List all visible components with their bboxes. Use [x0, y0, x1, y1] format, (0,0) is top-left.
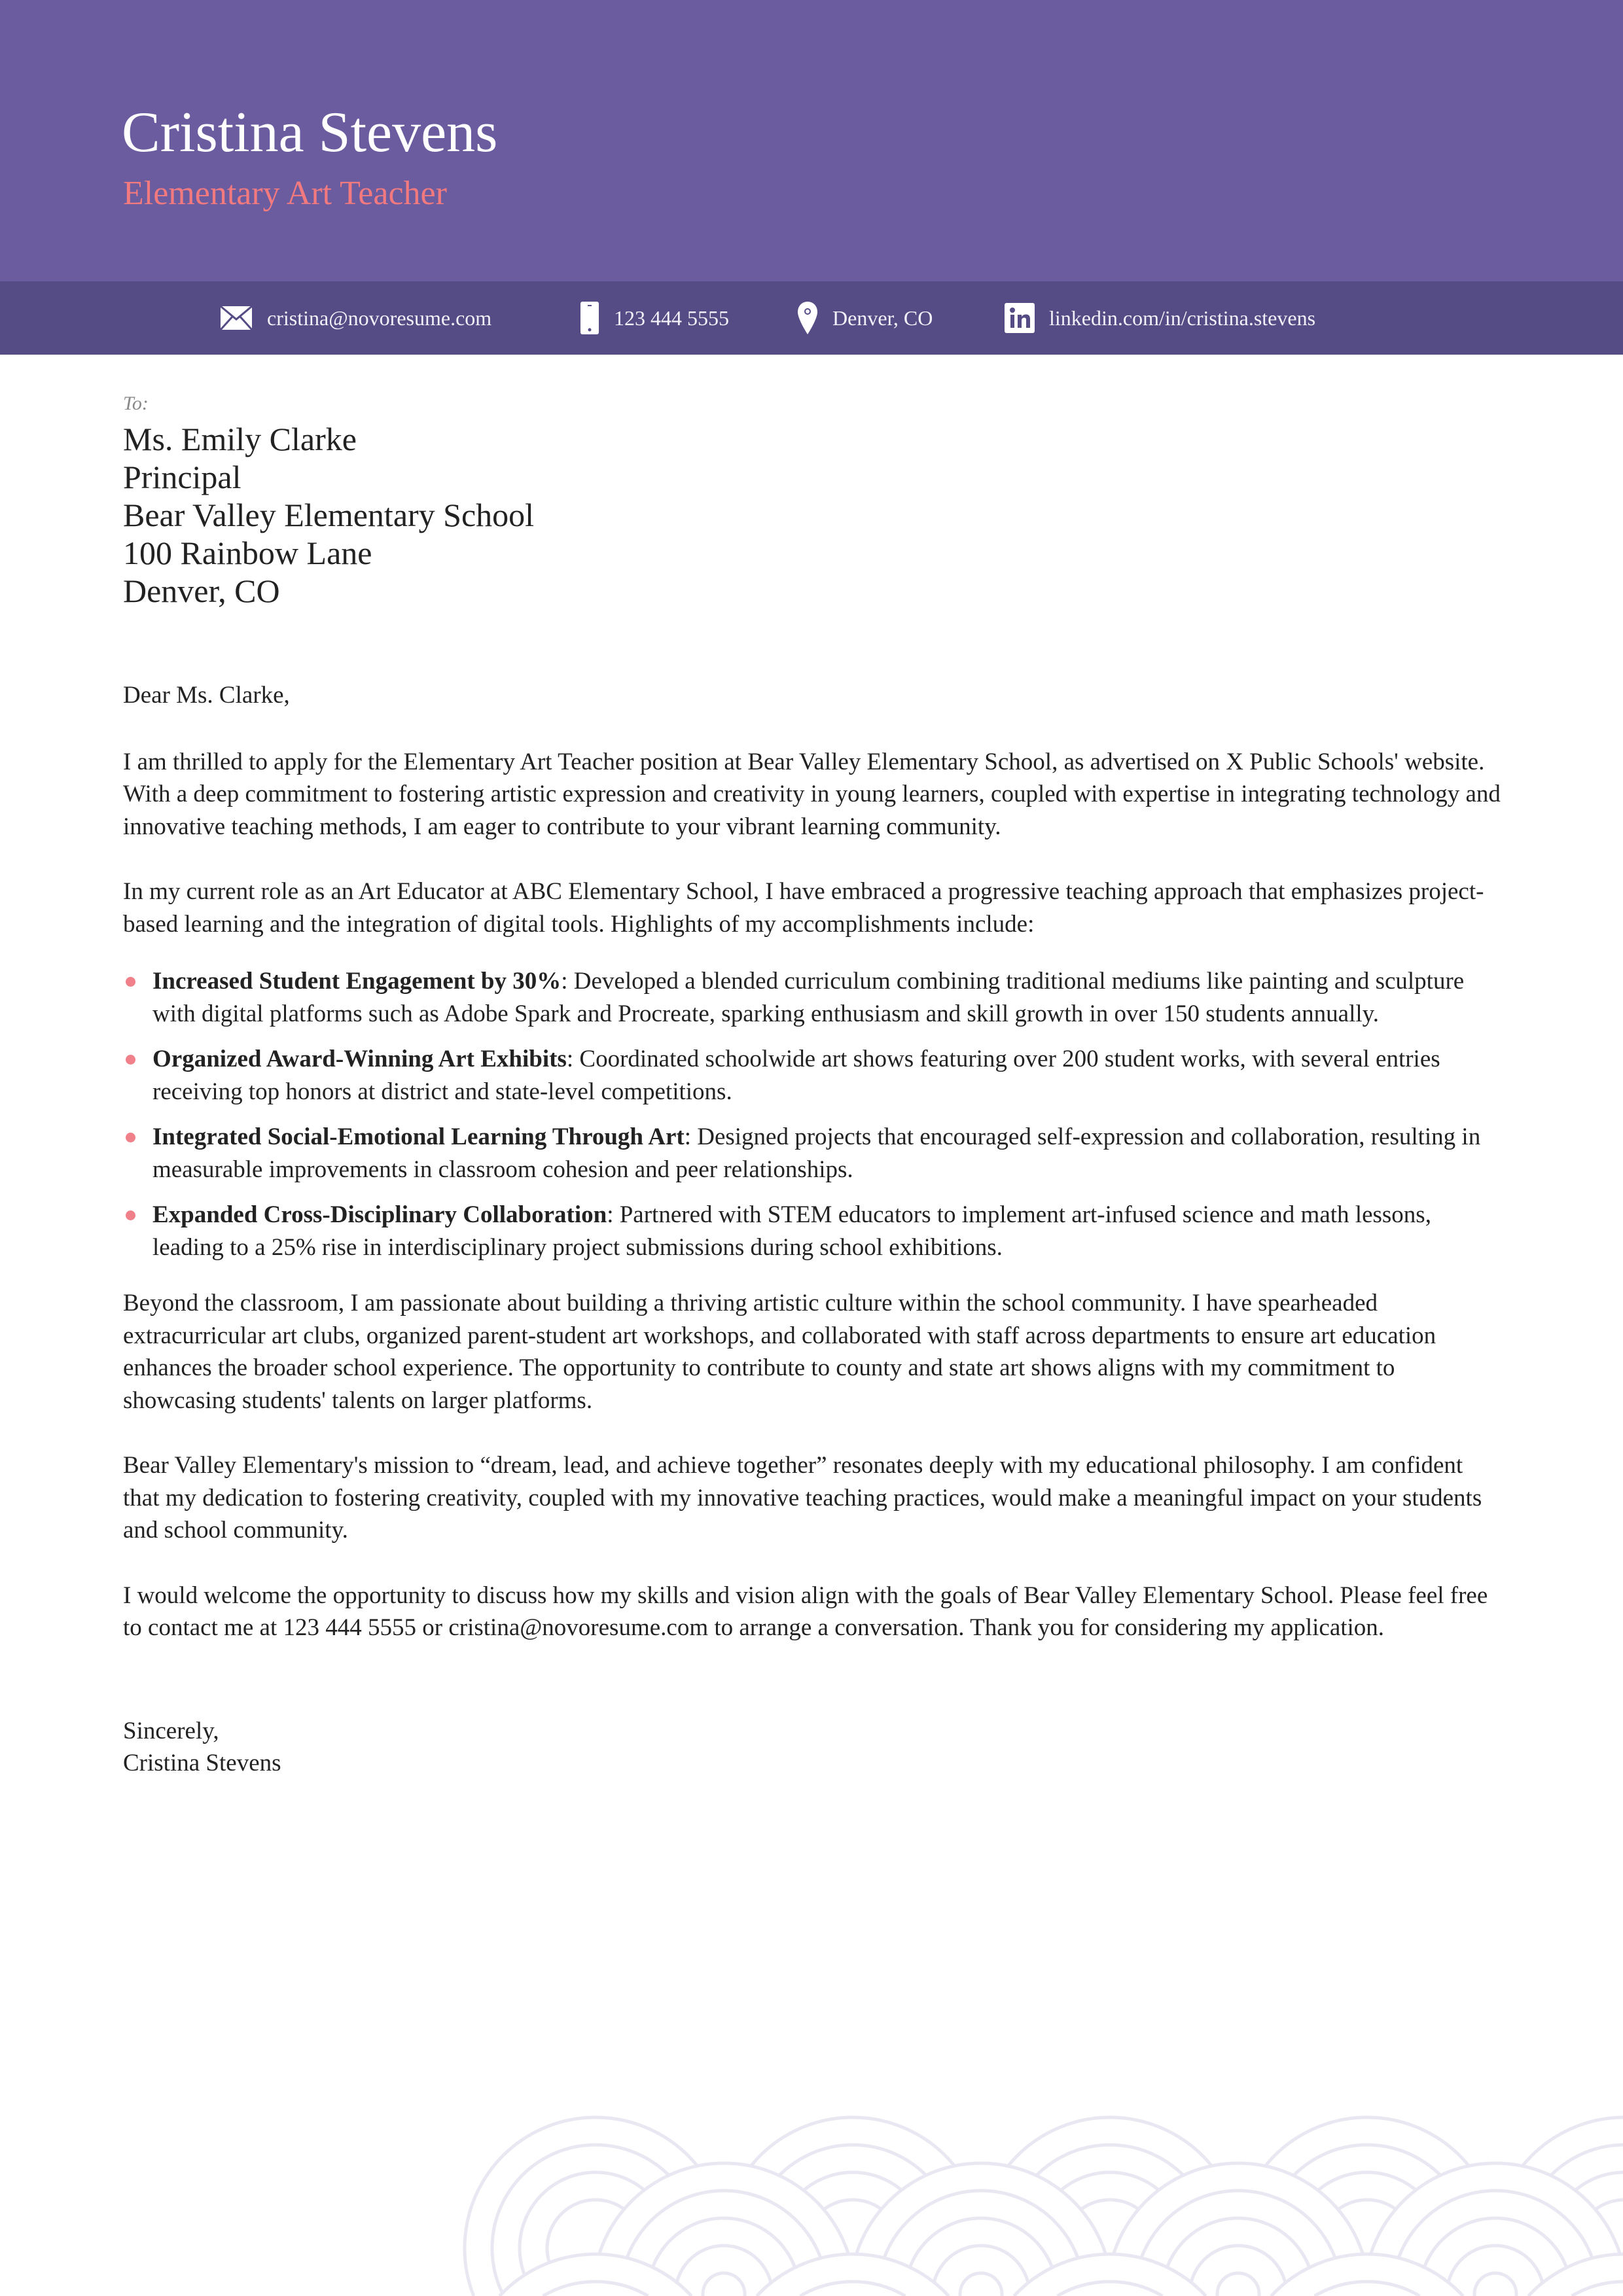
bullet-icon: [126, 1133, 135, 1142]
applicant-title: Elementary Art Teacher: [123, 175, 447, 212]
recipient-school: Bear Valley Elementary School: [123, 497, 535, 533]
list-item: [123, 965, 1504, 1030]
recipient-name: Ms. Emily Clarke: [123, 421, 357, 457]
applicant-name: Cristina Stevens: [122, 101, 498, 164]
header-banner: [0, 0, 1623, 281]
contact-location: [797, 281, 933, 355]
phone-icon: [580, 301, 599, 335]
accomplishments-list: [123, 965, 1504, 1263]
contact-phone[interactable]: [580, 281, 729, 355]
paragraph-current-role: In my current role as an Art Educator at ABC Elementary School, I have embraced a progressive teaching approach that emphasizes project-based learning and the integration of digital tools. Highlights of my accomplishments include:: [123, 878, 1484, 938]
recipient-position: Principal: [123, 459, 241, 495]
paragraph-intro: I am thrilled to apply for the Elementary Art Teacher position at Bear Valley Elementary School, as advertised on X Public Schools' website. With a deep commitment to fostering artistic expression and creativity in young learners, coupled with expertise in integrating technology and innovative teaching methods, I am eager to contribute to your vibrant learning community.: [123, 748, 1501, 840]
paragraph-closing: I would welcome the opportunity to discuss how my skills and vision align with the goals of Bear Valley Elementary School. Please feel free to contact me at 123 444 5555 or cristina@novoresume.com to arrange a conversation. Thank you for considering my application.: [123, 1581, 1488, 1641]
envelope-icon: [220, 306, 253, 330]
contact-linkedin[interactable]: [1005, 281, 1315, 355]
signoff: Sincerely,: [123, 1717, 219, 1744]
bullet-text: : Partnered with STEM educators to implement art-infused science and math lessons, leading to a 25% rise in interdisciplinary project submissions during school exhibitions.: [152, 1201, 1431, 1261]
contact-location-text: Denver, CO: [832, 306, 933, 330]
contact-phone-text: 123 444 5555: [614, 306, 729, 330]
bullet-icon: [126, 1055, 135, 1065]
contact-email-text: cristina@novoresume.com: [267, 306, 492, 330]
recipient-label: To:: [123, 393, 149, 414]
contact-linkedin-text: linkedin.com/in/cristina.stevens: [1049, 306, 1316, 330]
bullet-icon: [126, 977, 135, 987]
contact-bar: [0, 281, 1623, 355]
list-item: [123, 1121, 1504, 1186]
bullet-text: : Coordinated schoolwide art shows featuring over 200 student works, with several entries receiving top honors at district and state-level competitions.: [152, 1046, 1440, 1105]
recipient-city: Denver, CO: [123, 573, 280, 609]
bullet-icon: [126, 1210, 135, 1220]
paragraph-beyond-classroom: Beyond the classroom, I am passionate about building a thriving artistic culture within the school community. I have spearheaded extracurricular art clubs, organized parent-student art workshops, and collaborated with staff across departments to ensure art education enhances the broader school experience. The opportunity to contribute to county and state art shows aligns with my commitment to showcasing students' talents on larger platforms.: [123, 1290, 1436, 1414]
bullet-text: : Developed a blended curriculum combining traditional mediums like painting and sculpture with digital platforms such as Adobe Spark and Procreate, sparking enthusiasm and skill growth in over 150 students annually.: [152, 968, 1465, 1027]
linkedin-icon: [1005, 303, 1035, 333]
map-pin-icon: [797, 301, 818, 335]
recipient-street: 100 Rainbow Lane: [123, 535, 372, 571]
list-item: [123, 1043, 1504, 1108]
greeting: Dear Ms. Clarke,: [123, 682, 290, 709]
letter-body: [123, 393, 1504, 1780]
bullet-text: : Designed projects that encouraged self-expression and collaboration, resulting in measurable improvements in classroom cohesion and peer relationships.: [152, 1123, 1481, 1183]
bullet-title: Expanded Cross-Disciplinary Collaboration: [152, 1201, 607, 1228]
list-item: [123, 1199, 1504, 1263]
paragraph-mission: Bear Valley Elementary's mission to “dream, lead, and achieve together” resonates deeply with my educational philosophy. I am confident that my dedication to fostering creativity, coupled with my innovative teaching practices, would make a meaningful impact on your students and school community.: [123, 1452, 1482, 1544]
decorative-arch-pattern: [0, 2081, 1623, 2296]
signature: Cristina Stevens: [123, 1750, 281, 1776]
bullet-title: Integrated Social-Emotional Learning Through Art: [152, 1123, 685, 1150]
contact-email[interactable]: [220, 281, 491, 355]
recipient-block: [123, 420, 1504, 610]
bullet-title: Increased Student Engagement by 30%: [152, 968, 562, 995]
bullet-title: Organized Award-Winning Art Exhibits: [152, 1046, 567, 1072]
